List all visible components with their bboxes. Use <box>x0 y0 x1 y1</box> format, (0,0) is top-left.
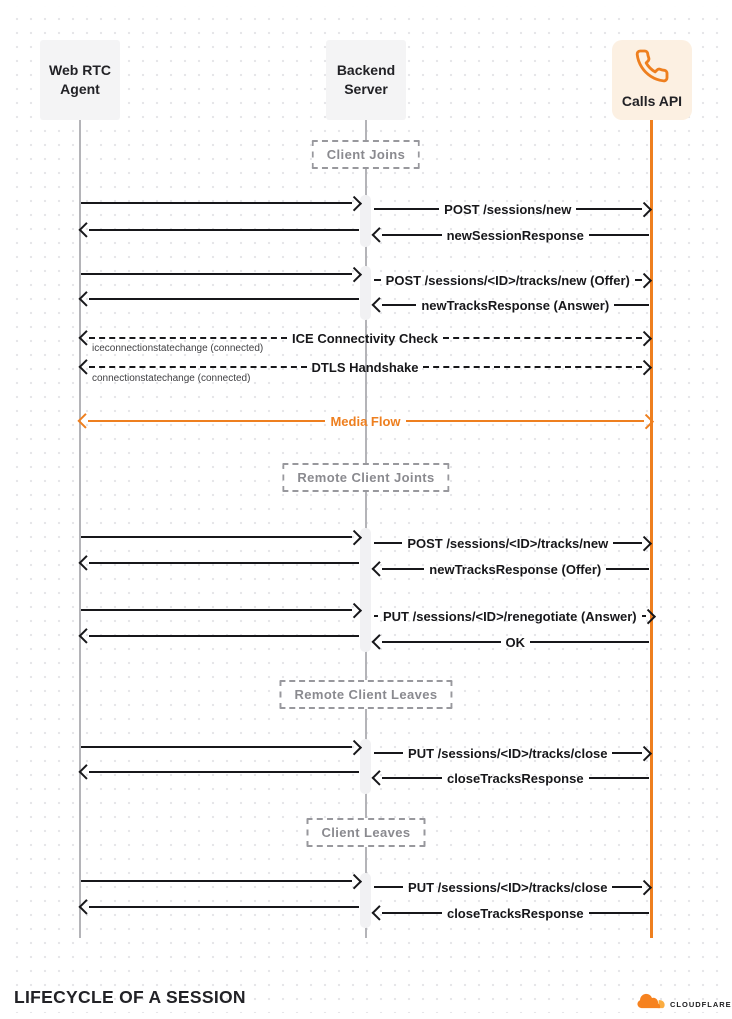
response-arrow-api-to-backend-1 <box>374 229 649 241</box>
milestone-remote-client-leaves: Remote Client Leaves <box>279 680 452 709</box>
media-flow-arrow <box>80 415 651 427</box>
event-sublabel: connectionstatechange (connected) <box>92 373 251 384</box>
request-arrow-backend-to-api-5 <box>374 747 649 759</box>
message-label: PUT /sessions/<ID>/tracks/close <box>408 745 608 761</box>
message-label: PUT /sessions/<ID>/tracks/close <box>408 879 608 895</box>
request-arrow-agent-to-backend-5 <box>81 741 359 753</box>
actor-label: Backend <box>336 62 396 79</box>
actor-label: Agent <box>60 81 100 97</box>
message-label: DTLS Handshake <box>311 359 419 375</box>
request-arrow-backend-to-api-4 <box>374 610 649 622</box>
cloudflare-cloud-icon <box>637 993 667 1015</box>
response-arrow-api-to-backend-5 <box>374 772 649 784</box>
cloudflare-logo <box>637 993 732 1015</box>
message-label: POST /sessions/<ID>/tracks/new <box>407 535 609 551</box>
milestone-client-leaves: Client Leaves <box>306 818 425 847</box>
response-arrow-backend-to-agent-2 <box>81 293 359 305</box>
lifeline-calls-api <box>650 120 653 938</box>
message-label: OK <box>505 634 525 650</box>
request-arrow-backend-to-api-2 <box>374 274 649 286</box>
request-arrow-backend-to-api-3 <box>374 537 649 549</box>
response-arrow-backend-to-agent-1 <box>81 224 359 236</box>
lifeline-webrtc-agent <box>79 120 81 938</box>
actor-webrtc-agent <box>40 40 120 120</box>
actor-label: Server <box>344 81 388 97</box>
message-label: newTracksResponse (Answer) <box>421 297 610 313</box>
request-arrow-agent-to-backend-2 <box>81 268 359 280</box>
response-arrow-api-to-backend-3 <box>374 563 649 575</box>
request-arrow-agent-to-backend-3 <box>81 531 359 543</box>
actor-label: Calls API <box>621 92 683 109</box>
request-arrow-agent-to-backend-1 <box>81 197 359 209</box>
response-arrow-api-to-backend-4 <box>374 636 649 648</box>
message-label: POST /sessions/new <box>444 201 572 217</box>
response-arrow-backend-to-agent-4 <box>81 630 359 642</box>
actor-label: Web RTC <box>49 62 111 79</box>
activation-bar <box>360 528 371 652</box>
request-arrow-agent-to-backend-6 <box>81 875 359 887</box>
response-arrow-api-to-backend-2 <box>374 299 649 311</box>
actor-backend-server <box>326 40 406 120</box>
actor-calls-api <box>612 40 692 120</box>
phone-icon <box>634 48 670 89</box>
response-arrow-backend-to-agent-6 <box>81 901 359 913</box>
media-flow-label: Media Flow <box>330 413 401 429</box>
message-label: ICE Connectivity Check <box>292 330 438 346</box>
milestone-remote-client-joins: Remote Client Joints <box>282 463 449 492</box>
request-arrow-backend-to-api-6 <box>374 881 649 893</box>
message-label: newSessionResponse <box>446 227 584 243</box>
message-label: PUT /sessions/<ID>/renegotiate (Answer) <box>383 608 637 624</box>
request-arrow-agent-to-backend-4 <box>81 604 359 616</box>
message-label: closeTracksResponse <box>446 905 584 921</box>
request-arrow-backend-to-api-1 <box>374 203 649 215</box>
page-title: LIFECYCLE OF A SESSION <box>14 987 246 1007</box>
response-arrow-backend-to-agent-3 <box>81 557 359 569</box>
response-arrow-api-to-backend-6 <box>374 907 649 919</box>
event-sublabel: iceconnectionstatechange (connected) <box>92 343 264 354</box>
message-label: POST /sessions/<ID>/tracks/new (Offer) <box>385 272 630 288</box>
dtls-handshake-arrow <box>81 361 649 373</box>
milestone-client-joins: Client Joins <box>312 140 420 169</box>
message-label: closeTracksResponse <box>446 770 584 786</box>
cloudflare-wordmark: CLOUDFLARE <box>670 999 732 1009</box>
response-arrow-backend-to-agent-5 <box>81 766 359 778</box>
message-label: newTracksResponse (Offer) <box>429 561 602 577</box>
